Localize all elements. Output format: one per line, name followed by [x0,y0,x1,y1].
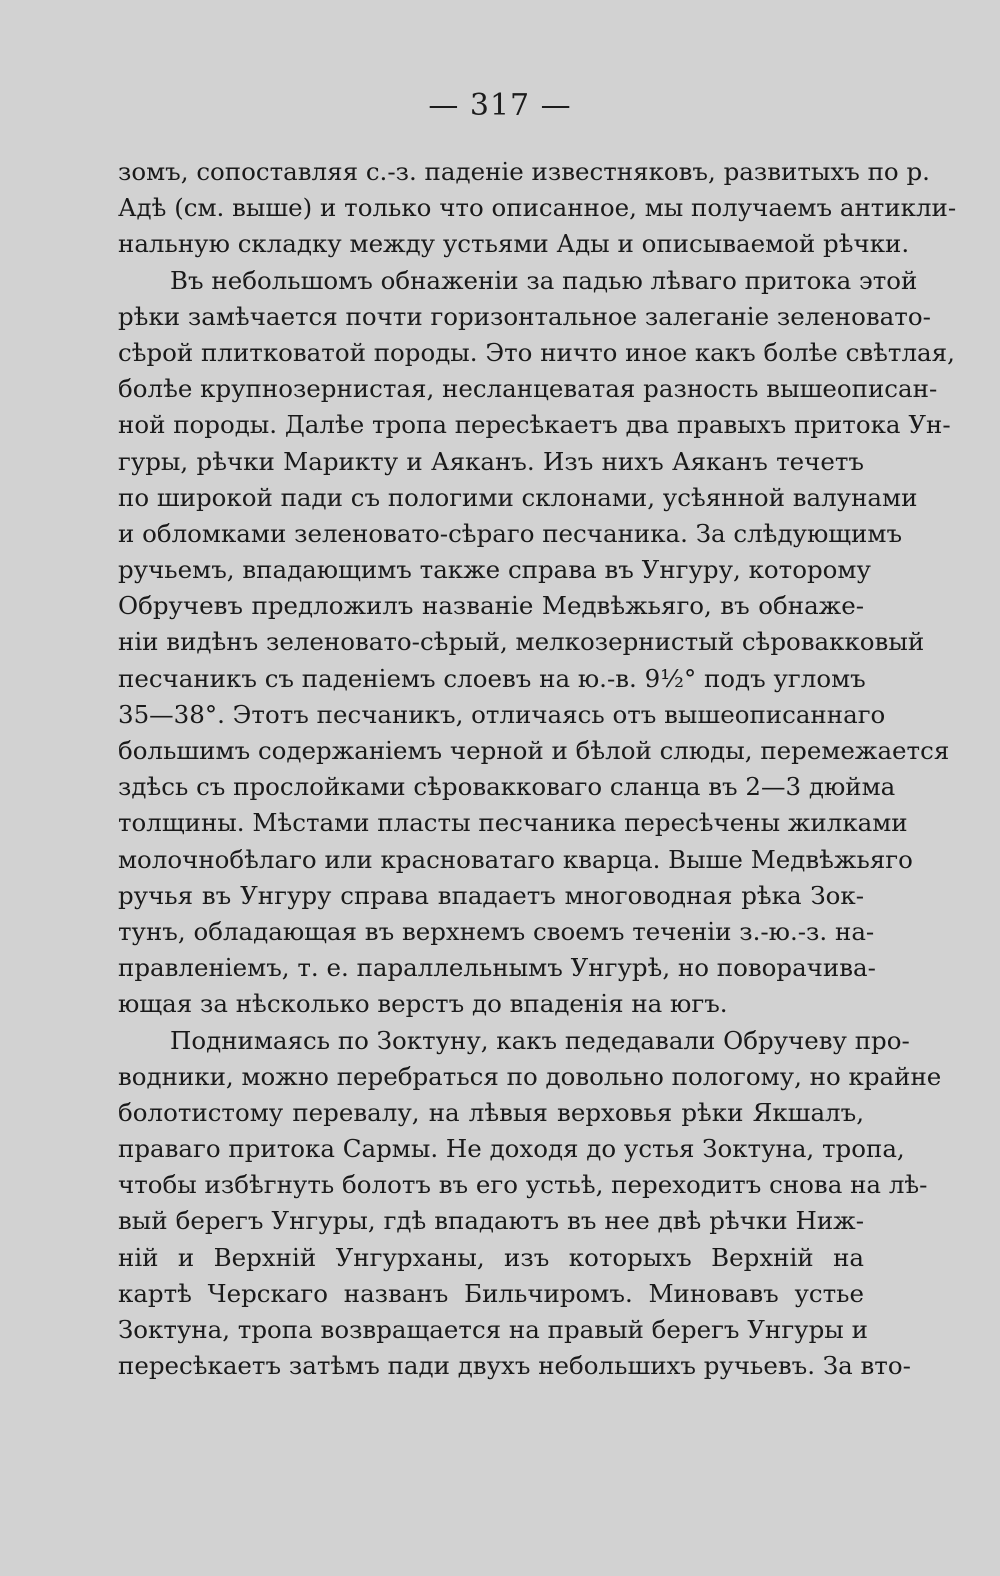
text-line: и обломками зеленовато-сѣраго песчаника. За слѣдующимъ [118,518,903,548]
text-line: Адѣ (см. выше) и только что описанное, мы получаемъ антикли- [118,193,957,223]
text-line: песчаникъ съ паденіемъ слоевъ на ю.-в. 9½° подъ угломъ [118,663,866,693]
text-line: тунъ, обладающая въ верхнемъ своемъ теченіи з.-ю.-з. на- [118,916,875,946]
page-number: — 317 — [428,88,572,123]
text-line: ній и Верхній Унгурханы, изъ которыхъ Верхній на [118,1242,864,1272]
text-line: нальную складку между устьями Ады и описываемой рѣчки. [118,229,910,259]
text-line: зомъ, сопоставляя с.-з. паденіе известняковъ, развитыхъ по р. [118,157,930,186]
text-line: большимъ содержаніемъ черной и бѣлой слюды, перемежается [118,736,950,765]
text-line: ручьемъ, впадающимъ также справа въ Унгуру, которому [118,555,871,585]
text-line: картѣ Черскаго названъ Бильчиромъ. Миновавъ устье [118,1278,864,1308]
text-line: ніи видѣнъ зеленовато-сѣрый, мелкозернистый сѣровакковый [118,627,925,657]
text-line: Зоктуна, тропа возвращается на правый берегъ Унгуры и [118,1315,868,1344]
text-line: Поднимаясь по Зоктуну, какъ педедавали Обручеву про- [170,1025,910,1055]
text-line: молочнобѣлаго или красноватаго кварца. Выше Медвѣжьяго [118,844,913,874]
text-line: по широкой пади съ пологими склонами, усѣянной валунами [118,482,918,512]
text-line: болѣе крупнозернистая, несланцеватая разность вышеописан- [118,374,938,404]
text-line: вый берегъ Унгуры, гдѣ впадаютъ въ нее двѣ рѣчки Ниж- [118,1206,864,1236]
text-line: чтобы избѣгнуть болотъ въ его устьѣ, переходитъ снова на лѣ- [118,1170,928,1200]
text-line: Обручевъ предложилъ названіе Медвѣжьяго, въ обнаже- [118,591,864,621]
text-line: толщины. Мѣстами пласты песчаника пересѣчены жилками [118,808,908,838]
text-line: Въ небольшомъ обнаженіи за падью лѣваго притока этой [170,265,918,295]
text-line: ющая за нѣсколько верстъ до впаденія на югъ. [118,989,728,1019]
text-line: болотистому перевалу, на лѣвыя верховья рѣки Якшалъ, [118,1097,864,1127]
text-line: правленіемъ, т. е. параллельнымъ Унгурѣ, но поворачива- [118,953,876,983]
text-line: 35—38°. Этотъ песчаникъ, отличаясь отъ вышеописаннаго [118,699,886,729]
text-line: сѣрой плитковатой породы. Это ничто иное какъ болѣе свѣтлая, [118,337,955,367]
text-line: здѣсь съ прослойками сѣровакковаго сланца въ 2—3 дюйма [118,772,896,802]
body-text [118,154,957,1384]
text-line: праваго притока Сармы. Не доходя до устья Зоктуна, тропа, [118,1134,905,1164]
text-line: ручья въ Унгуру справа впадаетъ многоводная рѣка Зок- [118,880,864,910]
text-line: ной породы. Далѣе тропа пересѣкаетъ два правыхъ притока Ун- [118,410,951,440]
text-line: водники, можно перебраться по довольно пологому, но крайне [118,1061,942,1091]
text-line: рѣки замѣчается почти горизонтальное залеганіе зеленовато- [118,301,931,331]
text-line: гуры, рѣчки Марикту и Аяканъ. Изъ нихъ Аяканъ течетъ [118,446,864,476]
text-line: пересѣкаетъ затѣмъ пади двухъ небольшихъ ручьевъ. За вто- [118,1351,911,1381]
